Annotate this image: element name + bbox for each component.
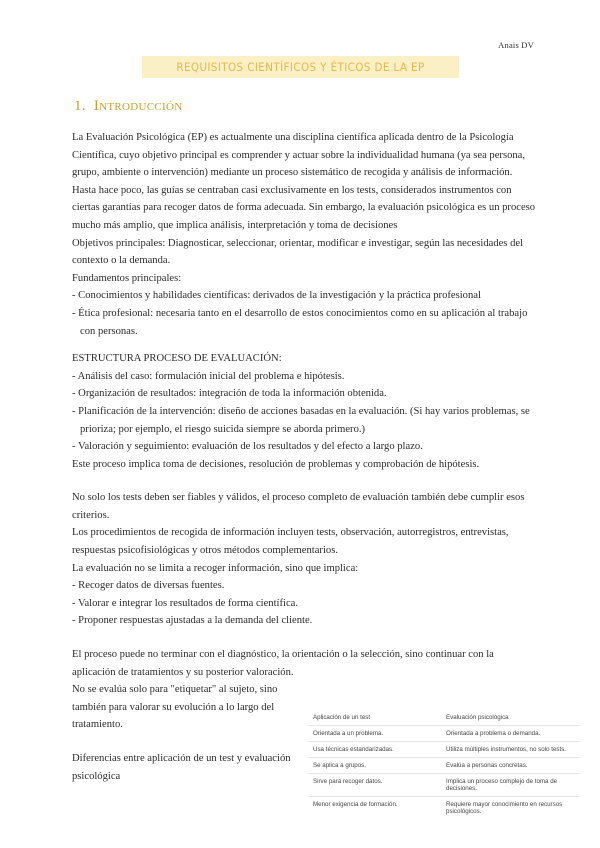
list-item: - Organización de resultados: integración de toda la información obtenida. bbox=[72, 388, 387, 400]
paragraph: No se evalúa solo para "etiquetar" al sujeto, sino también para valorar su evolución a lo largo del tratamiento. bbox=[72, 684, 278, 731]
table-row bbox=[309, 758, 579, 774]
paragraph: Los procedimientos de recogida de información incluyen tests, observación, autorregistros, entrevistas, respuestas psicofisiológicas y otros métodos complementarios. bbox=[72, 527, 509, 557]
table-cell: Se aplica a grupos. bbox=[309, 758, 442, 774]
paragraph: Hasta hace poco, las guías se centraban casi exclusivamente en los tests, considerados instrumentos con ciertas garantías para recoger datos de forma adecuada. Sin embargo, la evaluación psicológica es un proceso mucho más amplio, que implica análisis, interpretación y toma de decisiones bbox=[72, 184, 536, 231]
list-item: - Valorar e integrar los resultados de forma científica. bbox=[72, 597, 299, 609]
document-body bbox=[72, 129, 538, 785]
table-row bbox=[309, 742, 579, 758]
table-header-cell: Aplicación de un test bbox=[313, 714, 371, 721]
table-cell: Sirve para recoger datos. bbox=[309, 774, 442, 797]
table-header-cell: Evaluación psicológica bbox=[446, 714, 509, 721]
list-item: - Valoración y seguimiento: evaluación de los resultados y del efecto a largo plazo. bbox=[72, 441, 423, 453]
list-item: - Conocimientos y habilidades científicas: derivados de la investigación y la práctica profesional bbox=[72, 290, 481, 302]
table-header-row bbox=[309, 710, 579, 726]
list-item: - Ética profesional: necesaria tanto en el desarrollo de estos conocimientos como en su aplicación al trabajo con personas. bbox=[72, 307, 528, 337]
document-title: REQUISITOS CIENTÍFICOS Y ÉTICOS DE LA EP bbox=[176, 60, 425, 74]
table-cell: Evalúa a personas concretas. bbox=[442, 758, 579, 774]
table-row bbox=[309, 797, 579, 820]
table-cell: Usa técnicas estandarizadas. bbox=[309, 742, 442, 758]
comparison-table bbox=[309, 710, 579, 819]
list-item: - Proponer respuestas ajustadas a la demanda del cliente. bbox=[72, 615, 313, 627]
list-item: - Análisis del caso: formulación inicial del problema e hipótesis. bbox=[72, 370, 345, 382]
paragraph: Objetivos principales: Diagnosticar, seleccionar, orientar, modificar e investigar, según las necesidades del contexto o la demanda. bbox=[72, 237, 524, 267]
section-number: 1. bbox=[74, 98, 86, 114]
section-heading bbox=[74, 98, 183, 115]
paragraph: Fundamentos principales: bbox=[72, 272, 182, 284]
table-cell: Implica un proceso complejo de toma de decisiones. bbox=[442, 774, 579, 797]
author-name: Anais DV bbox=[498, 40, 534, 50]
document-title-band bbox=[142, 56, 459, 78]
table-cell: Utiliza múltiples instrumentos, no solo tests. bbox=[442, 742, 579, 758]
table-row bbox=[309, 774, 579, 797]
table-cell: Requiere mayor conocimiento en recursos psicológicos. bbox=[442, 797, 579, 820]
list-item: - Recoger datos de diversas fuentes. bbox=[72, 580, 225, 592]
table-cell: Menor exigencia de formación. bbox=[309, 797, 442, 820]
table-cell: Orientada a un problema. bbox=[309, 726, 442, 742]
paragraph: No solo los tests deben ser fiables y válidos, el proceso completo de evaluación también debe cumplir esos criterios. bbox=[72, 492, 525, 521]
paragraph: Este proceso implica toma de decisiones, resolución de problemas y comprobación de hipótesis. bbox=[72, 458, 480, 470]
paragraph: Diferencias entre aplicación de un test y evaluación psicológica bbox=[72, 753, 291, 782]
list-item: - Planificación de la intervención: diseño de acciones basadas en la evaluación. (Si hay varios problemas, se prioriza; por ejemplo, el riesgo suicida siempre se aborda primero.) bbox=[72, 405, 530, 435]
paragraph: La Evaluación Psicológica (EP) es actualmente una disciplina científica aplicada dentro de la Psicología Científica, cuyo objetivo principal es comprender y actuar sobre la individualidad humana (ya sea persona, grupo, ambiente o intervención) mediante un proceso sistemático de recogida y análisis de información. bbox=[72, 132, 526, 179]
paragraph: El proceso puede no terminar con el diagnóstico, la orientación o la selección, sino continuar con la aplicación de tratamientos y su posterior valoración. bbox=[72, 649, 494, 678]
paragraph: La evaluación no se limita a recoger información, sino que implica: bbox=[72, 562, 359, 574]
table-row bbox=[309, 726, 579, 742]
table-cell: Orientada a problema o demanda. bbox=[442, 726, 579, 742]
section-title: Introducción bbox=[93, 98, 183, 114]
subheading: ESTRUCTURA PROCESO DE EVALUACIÓN: bbox=[72, 353, 282, 365]
